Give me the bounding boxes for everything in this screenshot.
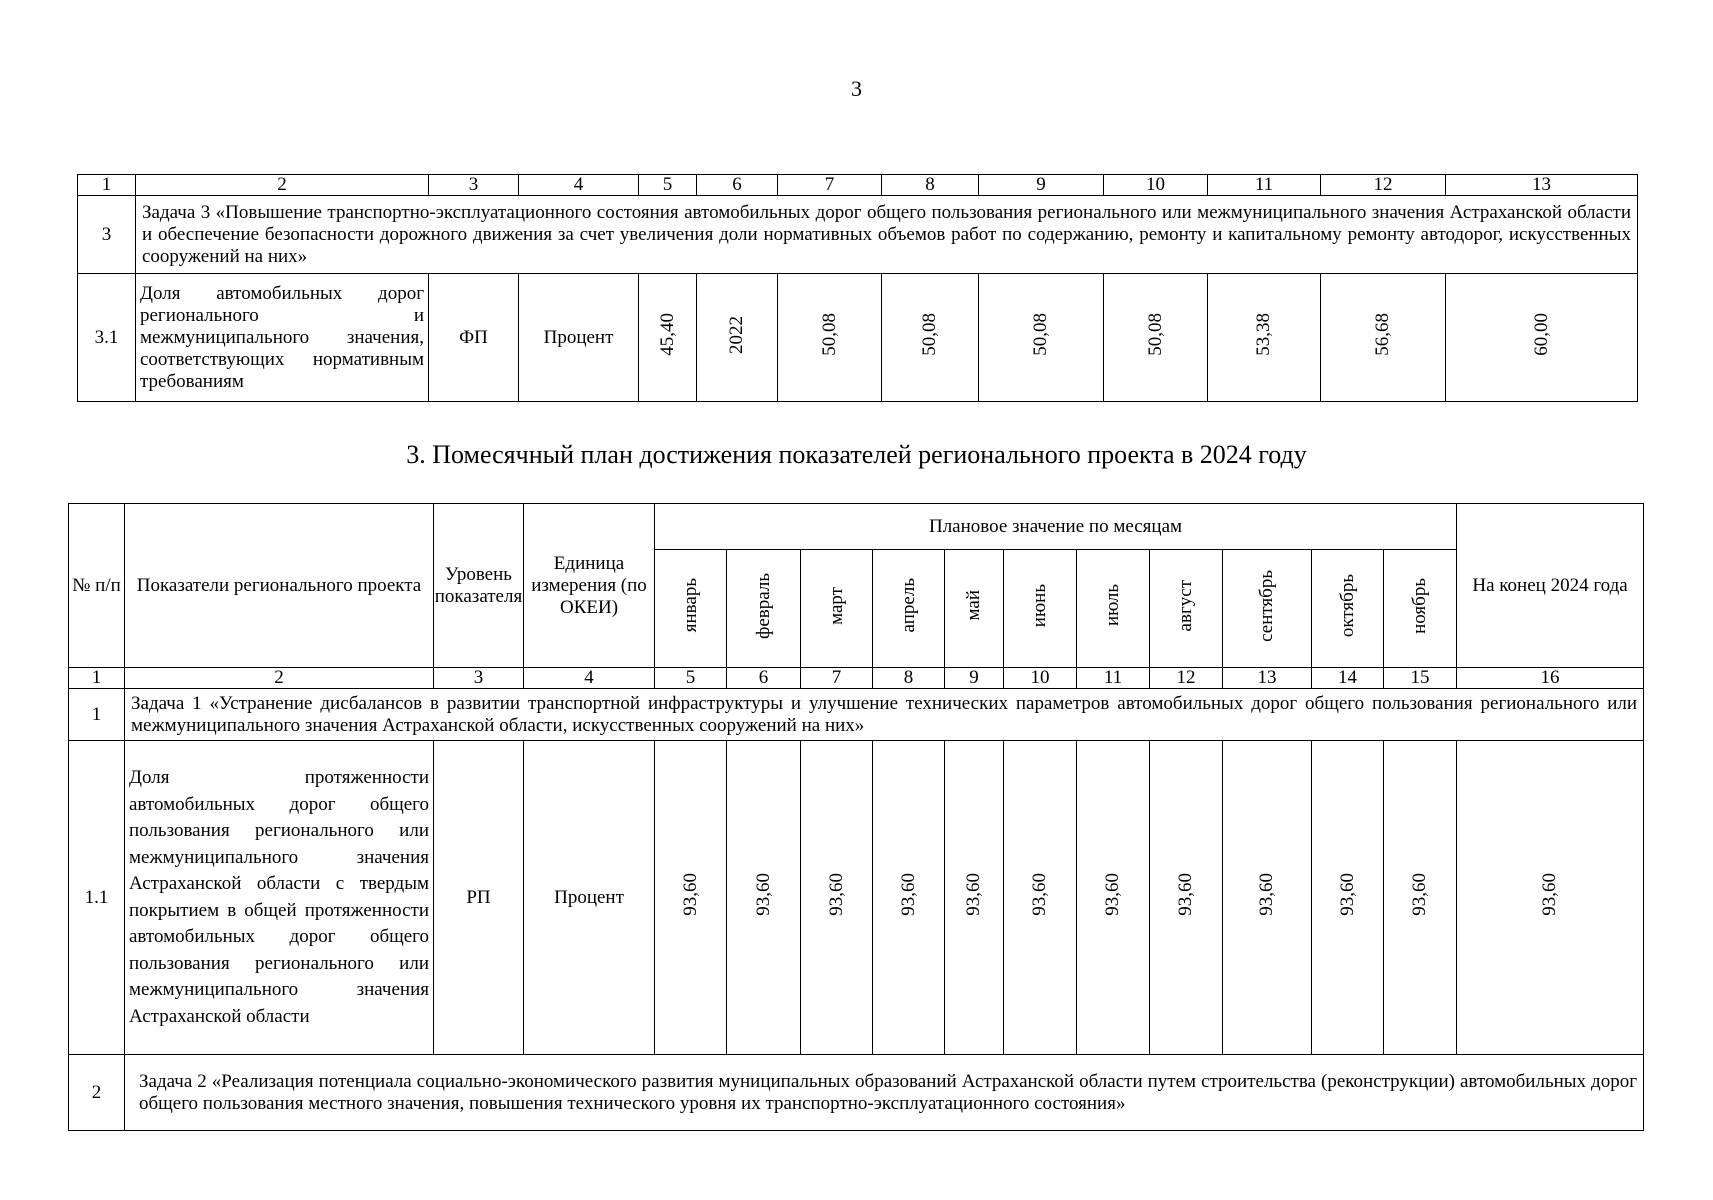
column-number: 3 [434,668,524,689]
column-number: 6 [697,175,778,196]
column-number: 15 [1384,668,1457,689]
row-number: 3.1 [78,274,136,402]
month-header: октябрь [1336,573,1358,638]
value-cell: 50,08 [1144,313,1166,356]
task-number: 2 [69,1055,125,1131]
column-number: 11 [1077,668,1150,689]
month-header: июль [1102,584,1123,627]
month-value: 93,60 [1409,873,1431,916]
column-number: 7 [778,175,882,196]
base-value: 45,40 [656,313,678,356]
month-header: июнь [1029,583,1050,628]
column-number: 9 [979,175,1104,196]
month-header: январь [679,578,701,633]
value-cell: 53,38 [1253,313,1274,356]
value-cell: 60,00 [1530,313,1552,356]
column-number: 4 [524,668,655,689]
end-of-year-value: 93,60 [1539,873,1561,916]
month-header: апрель [897,578,919,633]
base-year: 2022 [726,315,747,354]
month-header: март [825,586,847,625]
month-value: 93,60 [1102,873,1123,916]
month-header: август [1175,579,1196,632]
indicator-name: Доля автомобильных дорог регионального и межмуниципального значения, соответствующих нормативным требованиям [136,274,429,402]
indicator-unit: Процент [524,741,655,1055]
column-numbers-row [69,668,1644,689]
section-title: 3. Помесячный план достижения показателей регионального проекта в 2024 году [406,440,1307,469]
column-number: 5 [639,175,697,196]
month-value: 93,60 [1029,873,1050,916]
column-number: 16 [1457,668,1644,689]
indicator-name: Доля протяженности автомобильных дорог общего пользования регионального или межмуниципального значения Астраханской области с твердым покрытием в общей протяженности автомобильных дорог общего пользования регионального или межмуниципального значения Астраханской области [125,741,434,1055]
month-value: 93,60 [825,873,847,916]
indicator-level: РП [434,741,524,1055]
column-number: 8 [873,668,945,689]
column-number: 9 [945,668,1004,689]
value-cell: 50,08 [1030,313,1051,356]
column-number: 13 [1223,668,1312,689]
header-name: Показатели регионального проекта [125,504,434,668]
column-number: 7 [801,668,873,689]
indicator-row [78,274,1638,402]
task-row [78,196,1638,274]
month-value: 93,60 [1175,873,1196,916]
task-number: 1 [69,689,125,741]
page-number: 3 [851,76,862,101]
task-number: 3 [78,196,136,274]
value-cell: 50,08 [919,313,940,356]
column-number: 8 [882,175,979,196]
header-level: Уровень показателя [434,504,524,668]
month-value: 93,60 [1336,873,1358,916]
column-number: 2 [125,668,434,689]
indicator-level: ФП [429,274,519,402]
value-cell: 56,68 [1372,313,1393,356]
indicators-table-continued [77,174,1638,402]
header-num: № п/п [69,504,125,668]
month-header: май [963,590,984,621]
task-text: Задача 2 «Реализация потенциала социально-экономического развития муниципальных образований Астраханской области путем строительства (реконструкции) автомобильных дорог общего пользования местного значения, повышения технического уровня их транспортно-эксплуатационного состояния» [125,1055,1644,1131]
header-end-of-year: На конец 2024 года [1457,504,1644,668]
column-number: 3 [429,175,519,196]
header-planned: Плановое значение по месяцам [655,504,1457,550]
column-number: 14 [1312,668,1384,689]
month-header: февраль [752,572,774,639]
month-value: 93,60 [679,873,701,916]
task-text: Задача 1 «Устранение дисбалансов в развитии транспортной инфраструктуры и улучшение технических параметров автомобильных дорог общего пользования регионального или межмуниципального значения Астраханской области, искусственных сооружений на них» [125,689,1644,741]
header-row-1 [69,504,1644,550]
month-header: сентябрь [1256,569,1277,642]
column-number: 10 [1004,668,1077,689]
value-cell: 50,08 [818,313,840,356]
indicator-unit: Процент [519,274,639,402]
column-number: 1 [78,175,136,196]
row-number: 1.1 [69,741,125,1055]
month-value: 93,60 [897,873,919,916]
task-text: Задача 3 «Повышение транспортно-эксплуатационного состояния автомобильных дорог общего пользования регионального или межмуниципального значения Астраханской области и обеспечение безопасности дорожного движения за счет увеличения доли нормативных объемов работ по содержанию, ремонту и капитальному ремонту автодорог, искусственных сооружений на них» [136,196,1638,274]
column-number: 12 [1150,668,1223,689]
task-row [69,689,1644,741]
column-numbers-row [78,175,1638,196]
column-number: 1 [69,668,125,689]
monthly-plan-table [68,503,1644,1131]
month-header: ноябрь [1409,577,1431,634]
column-number: 6 [727,668,801,689]
month-value: 93,60 [752,873,774,916]
month-value: 93,60 [1256,873,1277,916]
indicator-row [69,741,1644,1055]
column-number: 5 [655,668,727,689]
month-value: 93,60 [963,873,984,916]
column-number: 10 [1104,175,1208,196]
task-row [69,1055,1644,1131]
column-number: 2 [136,175,429,196]
column-number: 12 [1321,175,1446,196]
header-unit: Единица измерения (по ОКЕИ) [524,504,655,668]
column-number: 11 [1208,175,1321,196]
column-number: 13 [1446,175,1638,196]
column-number: 4 [519,175,639,196]
